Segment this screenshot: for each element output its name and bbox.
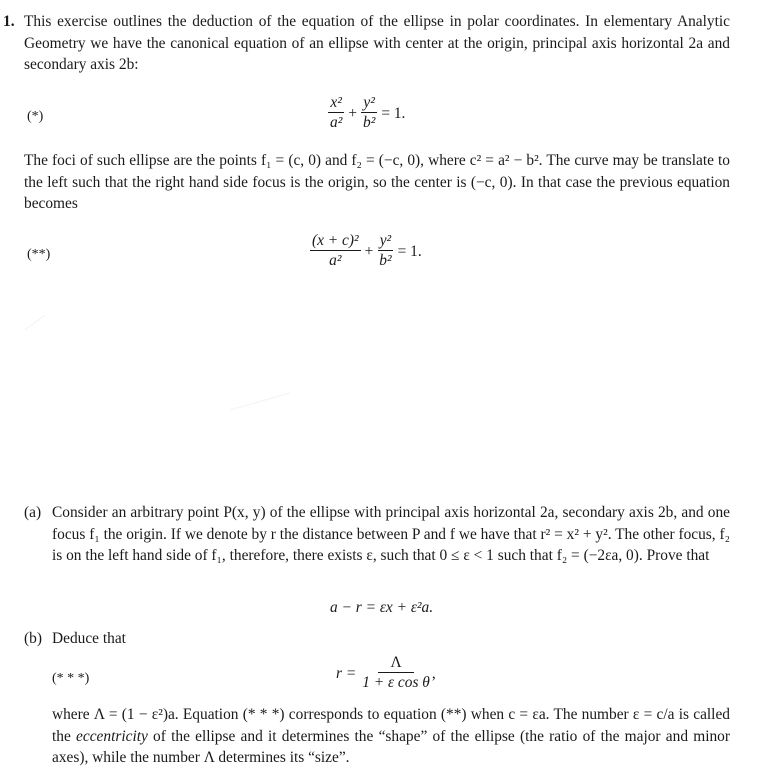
eq2-rhs: = 1. (397, 242, 422, 260)
eq1-den2: b² (363, 114, 376, 131)
eq2-den1: a² (329, 252, 342, 269)
polar-ellipse-equation (336, 654, 436, 693)
part-b-text-2: of the ellipse and it determines the “shape” of the ellipse (the ratio of the major and minor axes), while the number Λ determines its “size”. (52, 727, 731, 766)
translated-ellipse-equation (310, 232, 426, 271)
eq1-den1: a² (330, 114, 343, 131)
part-b-text-1: where Λ = (1 − ε²)a. Equation (* * *) corresponds to equation (**) when c = εa. The number ε = c/a is called the (52, 706, 730, 745)
part-a-equation: a − r = εx + ε²a. (330, 599, 434, 616)
eq1-num1: x² (330, 94, 342, 111)
eq3-num: Λ (378, 654, 413, 673)
ellipse-canonical-equation (328, 94, 409, 133)
equation-label-2: (**) (27, 247, 51, 262)
foci-paragraph: The foci of such ellipse are the points f₁ = (c, 0) and f₂ = (−c, 0), where c² = a² − b². The curve may be translate to the left such that the right hand side focus is the origin, so the center is (−c, 0). In that case the previous equation becomes (24, 152, 730, 212)
scan-artifacts (0, 275, 778, 495)
eq3-den: 1 + ε cos θ (362, 674, 430, 691)
part-a-label: (a) (24, 504, 42, 521)
part-b-label: (b) (24, 630, 42, 647)
eccentricity-term: eccentricity (76, 727, 148, 745)
problem-number: 1. (3, 13, 15, 30)
blank-space (0, 275, 778, 495)
eq2-den2: b² (379, 252, 392, 269)
part-a-text: Consider an arbitrary point P(x, y) of the ellipse with principal axis horizontal 2a, secondary axis 2b, and one focus f₁ the origin. If we denote by r the distance between P and f we have that r² = x² + y². The other focus, f₂ is on the left hand side of f₁, therefore, there exists ε, such that 0 ≤ ε < 1 such that f₂ = (−2εa, 0). Prove that (52, 504, 730, 564)
eq1-num2: y² (363, 94, 375, 111)
eq2-num2: y² (379, 232, 392, 249)
eq1-rhs: = 1. (381, 104, 406, 122)
equation-label-3: (* * *) (52, 671, 90, 686)
eq1-plus: + (348, 104, 357, 122)
eq3-lhs: r = (336, 664, 357, 682)
eq3-tail: , (431, 664, 436, 682)
part-b-text (52, 704, 730, 769)
equation-label-1: (*) (27, 109, 44, 124)
eq2-num1: (x + c)² (312, 232, 359, 249)
part-b-intro: Deduce that (52, 630, 126, 647)
intro-paragraph: This exercise outlines the deduction of the equation of the ellipse in polar coordinates. In elementary Analytic Geometry we have the canonical equation of an ellipse with center at the origin, principal axis horizontal 2a and secondary axis 2b: (24, 13, 730, 73)
eq2-plus: + (364, 242, 374, 260)
